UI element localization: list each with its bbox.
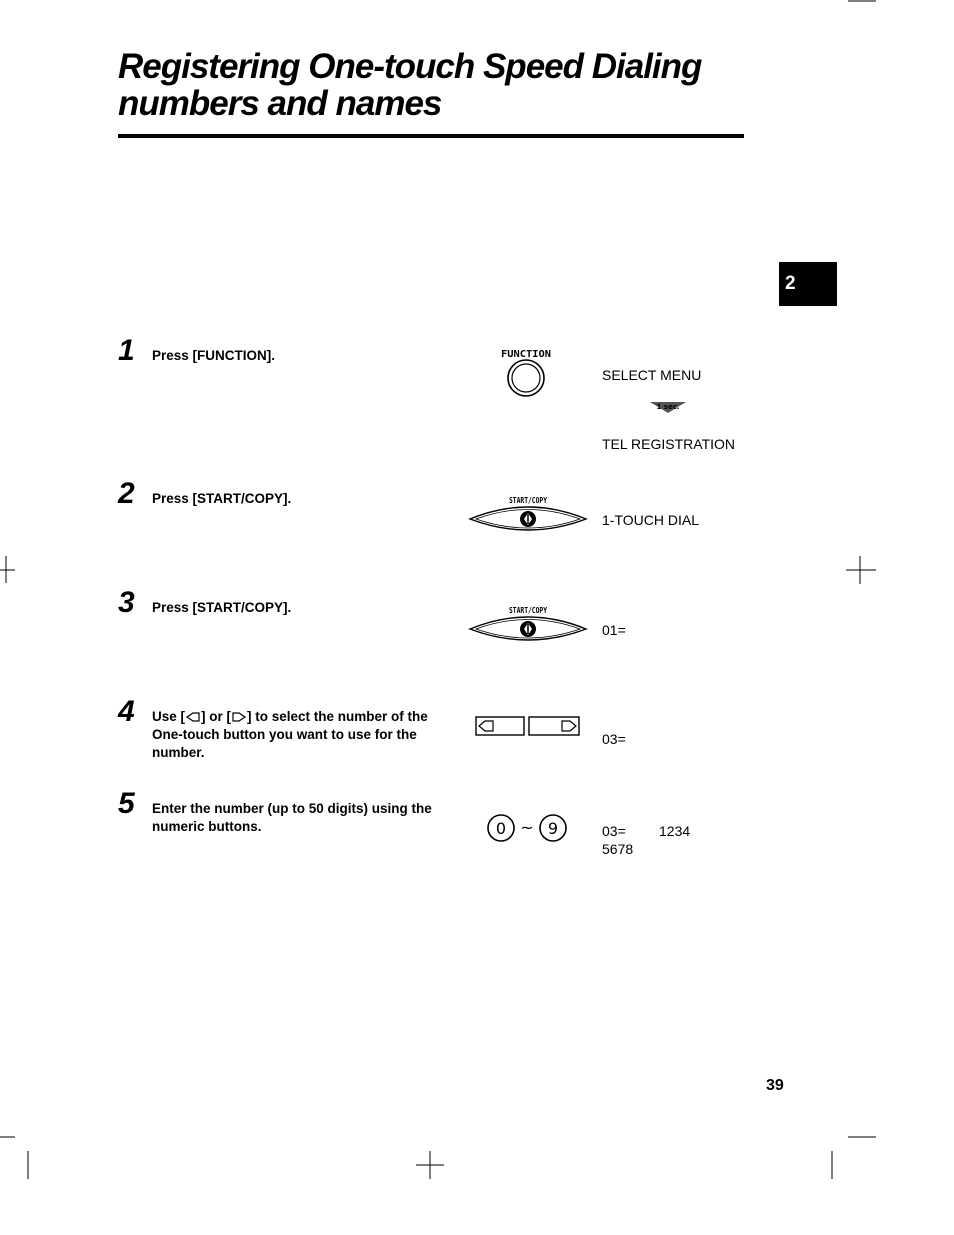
- step-5-text: Enter the number (up to 50 digits) using the numeric buttons.: [152, 801, 432, 834]
- step-2-number: 2: [118, 477, 135, 510]
- start-copy-button-icon: [468, 605, 588, 647]
- step-1-text: Press [FUNCTION].: [152, 348, 276, 363]
- step-3-text: Press [START/COPY].: [152, 600, 292, 615]
- start-copy-button-icon: [468, 495, 588, 537]
- step-1-display-line-2: TEL REGISTRATION: [602, 436, 736, 452]
- numeric-keys-icon: [486, 813, 570, 843]
- step-1-number: 1: [118, 334, 135, 367]
- function-button-label: FUNCTION: [501, 349, 551, 360]
- step-4-display-line-1: 03=: [602, 731, 626, 747]
- function-button-icon: [498, 346, 558, 398]
- arrow-keys-icon: [475, 715, 585, 737]
- step-4-text-before: Use [: [152, 709, 186, 724]
- page-title-line-2: numbers and names: [118, 84, 442, 123]
- numeric-key-0: 0: [495, 819, 507, 838]
- range-tilde: ~: [520, 818, 534, 837]
- step-4-text-middle: ] or [: [201, 709, 232, 724]
- start-copy-button-label: START/COPY: [509, 496, 548, 505]
- left-arrow-icon: [185, 712, 201, 722]
- step-3-display-line-1: 01=: [602, 622, 626, 638]
- step-5-display-line-1: 03=: [602, 823, 626, 839]
- chapter-tab: 2: [779, 262, 837, 306]
- page-number: 39: [766, 1077, 784, 1094]
- right-arrow-icon: [231, 712, 247, 722]
- timer-indicator-label: 1 sec.: [656, 403, 680, 411]
- step-5-display-number-1: 1234: [659, 823, 691, 839]
- step-1-display-line-1: SELECT MENU: [602, 367, 702, 383]
- step-4-text-after: ] to select the number of the One-touch button you want to use for the number.: [152, 709, 428, 760]
- right-arrow-icon: [562, 721, 576, 731]
- step-2-text: Press [START/COPY].: [152, 491, 292, 506]
- numeric-key-9: 9: [547, 819, 559, 838]
- title-rule: [118, 134, 744, 138]
- timer-indicator-icon: [648, 399, 688, 415]
- page-title-line-1: Registering One-touch Speed Dialing: [118, 47, 702, 86]
- step-5-display-number-2: 5678: [602, 841, 634, 857]
- step-3-number: 3: [118, 586, 135, 619]
- step-4-text: [152, 708, 452, 762]
- step-2-display-line-1: 1-TOUCH DIAL: [602, 512, 699, 528]
- page-title: [118, 48, 758, 122]
- step-5-number: 5: [118, 787, 135, 820]
- left-arrow-icon: [479, 721, 493, 731]
- start-copy-button-label: START/COPY: [509, 606, 548, 615]
- step-4-number: 4: [118, 695, 135, 728]
